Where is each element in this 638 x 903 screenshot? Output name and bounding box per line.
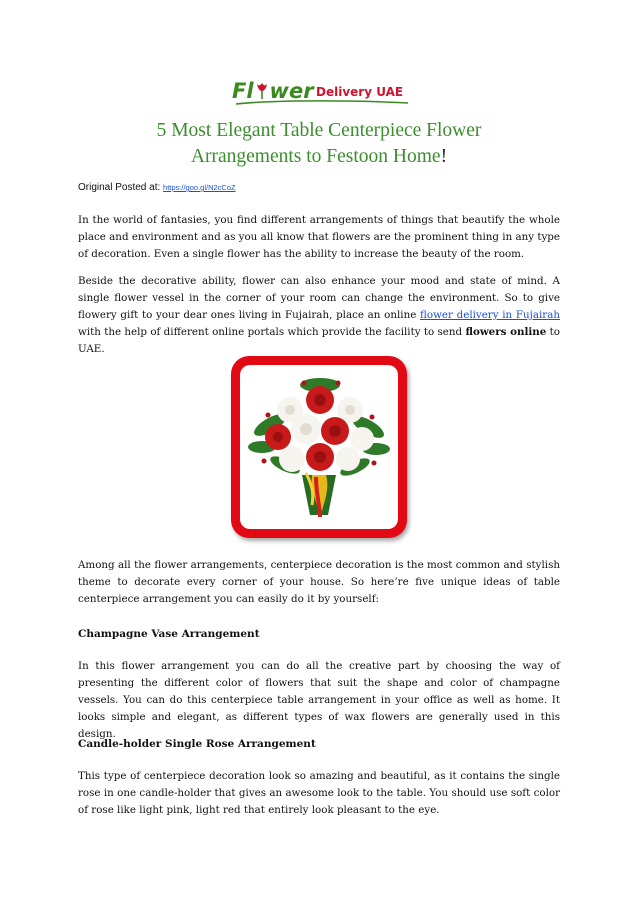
brand-logo[interactable] [232,79,412,105]
bouquet-image [240,365,398,529]
logo-swoosh-icon [232,99,412,107]
bouquet-image-area [240,365,398,529]
paragraph-beside-text-1: Beside the decorative ability, flower can also enhance your mood and state of mind. A single flower vessel in the corner of your room can change the environment. So to give flowery gift to your dear ones living in Fujairah, place an online [78,275,560,321]
paragraph-intro: In the world of fantasies, you find different arrangements of things that beautify the whole place and environment and as you all know that flowers are the prominent thing in any type of decoration. Even a single flower has the ability to increase the beauty of the room. [78,214,560,260]
paragraph-among: Among all the flower arrangements, centerpiece decoration is the most common and stylish theme to decorate every corner of your house. So here’re five unique ideas of table centerpiece arrangement you can easily do it by yourself: [78,559,560,605]
title-exclamation: ! [440,146,448,167]
heading-champagne: Champagne Vase Arrangement [78,628,260,640]
heading-candle-holder: Candle-holder Single Rose Arrangement [78,738,316,750]
flowers-online-bold: flowers online [465,326,547,338]
page-title [90,118,548,170]
paragraph-beside-text-2: with the help of different online portals which provide the facility to send [78,326,466,338]
logo-brand-word: Fl wer [232,79,314,103]
original-posted [78,182,236,193]
paragraph-champagne: In this flower arrangement you can do all the creative part by choosing the way of presenting the different color of flowers that suit the shape and color of champagne vessels. You can do this centerpiece table arrangement in your office as well as home. It looks simple and elegant, as different types of wax flowers are generally used in this design. [78,660,560,740]
title-line-2-text: Arrangements to Festoon Home [190,146,441,167]
paragraph-candle-holder: This type of centerpiece decoration look so amazing and beautiful, as it contains the single rose in one candle-holder that gives an awesome look to the table. You should use soft color of rose like light pink, light red that entirely look pleasant to the eye. [78,770,560,816]
posted-label: Original Posted at: [78,182,164,193]
fujairah-delivery-link[interactable]: flower delivery in Fujairah [420,309,560,321]
tulip-icon [254,82,270,100]
title-line-1: 5 Most Elegant Table Centerpiece Flower [156,120,482,141]
title-line-2 [90,144,548,170]
paragraph-beside-text-3: to UAE. [78,326,560,355]
logo-tagline: Delivery UAE [316,85,404,99]
posted-link[interactable]: https://goo.gl/N2cCoZ [163,183,236,192]
paragraph-beside [78,273,560,358]
bouquet-frame [231,356,407,538]
